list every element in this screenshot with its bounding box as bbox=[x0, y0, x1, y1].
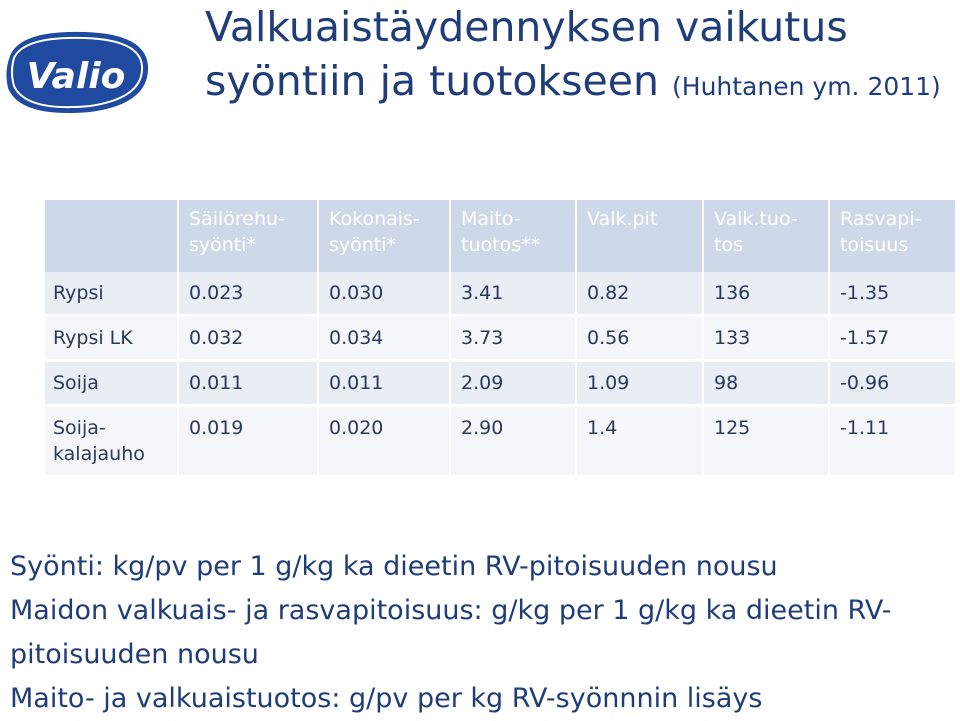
table-row bbox=[45, 406, 955, 477]
table-cell: 0.011 bbox=[178, 361, 318, 406]
slide-title bbox=[205, 0, 945, 114]
header-cell: Rasvapi-toisuus bbox=[829, 200, 955, 272]
header-cell: Kokonais-syönti* bbox=[318, 200, 450, 272]
table-cell: 0.023 bbox=[178, 272, 318, 316]
table-cell: 3.73 bbox=[450, 316, 576, 361]
table-cell: -1.57 bbox=[829, 316, 955, 361]
row-label: Soija-kalajauho bbox=[45, 406, 178, 477]
table-cell: -1.11 bbox=[829, 406, 955, 477]
footnote: Maidon valkuais- ja rasvapitoisuus: g/kg per 1 g/kg ka dieetin RV-pitoisuuden nousu bbox=[10, 595, 892, 670]
table-cell: 3.41 bbox=[450, 272, 576, 316]
table-cell: 0.011 bbox=[318, 361, 450, 406]
footnotes bbox=[10, 545, 955, 721]
footnote: Maito- ja valkuaistuotos: g/pv per kg RV-syönnnin lisäys bbox=[10, 683, 763, 714]
table-cell: 0.034 bbox=[318, 316, 450, 361]
title-citation: (Huhtanen ym. 2011) bbox=[672, 72, 941, 101]
table-cell: 2.09 bbox=[450, 361, 576, 406]
table-row bbox=[45, 272, 955, 316]
row-label: Rypsi LK bbox=[45, 316, 178, 361]
table-row bbox=[45, 316, 955, 361]
table-cell: 0.032 bbox=[178, 316, 318, 361]
table-cell: 0.020 bbox=[318, 406, 450, 477]
table-cell: -1.35 bbox=[829, 272, 955, 316]
table-cell: 0.56 bbox=[576, 316, 703, 361]
table-cell: 1.09 bbox=[576, 361, 703, 406]
table-cell: 0.030 bbox=[318, 272, 450, 316]
header-cell: Maito-tuotos** bbox=[450, 200, 576, 272]
title-main: Valkuaistäydennyksen vaikutus syöntiin ja tuotokseen bbox=[205, 3, 848, 105]
row-label: Soija bbox=[45, 361, 178, 406]
table-cell: 133 bbox=[703, 316, 829, 361]
header-cell bbox=[45, 200, 178, 272]
header-cell: Valk.pit bbox=[576, 200, 703, 272]
table-cell: 98 bbox=[703, 361, 829, 406]
table-cell: 2.90 bbox=[450, 406, 576, 477]
table-header-row bbox=[45, 200, 955, 272]
table-cell: 125 bbox=[703, 406, 829, 477]
valio-logo bbox=[0, 26, 152, 120]
footnote: Syönti: kg/pv per 1 g/kg ka dieetin RV-pitoisuuden nousu bbox=[10, 551, 778, 582]
header-cell: Säilörehu-syönti* bbox=[178, 200, 318, 272]
table-cell: 0.82 bbox=[576, 272, 703, 316]
table-cell: -0.96 bbox=[829, 361, 955, 406]
table-cell: 0.019 bbox=[178, 406, 318, 477]
table-cell: 1.4 bbox=[576, 406, 703, 477]
header-cell: Valk.tuo-tos bbox=[703, 200, 829, 272]
table-row bbox=[45, 361, 955, 406]
row-label: Rypsi bbox=[45, 272, 178, 316]
logo-text: Valio bbox=[26, 56, 126, 97]
results-table bbox=[45, 200, 955, 478]
table-cell: 136 bbox=[703, 272, 829, 316]
